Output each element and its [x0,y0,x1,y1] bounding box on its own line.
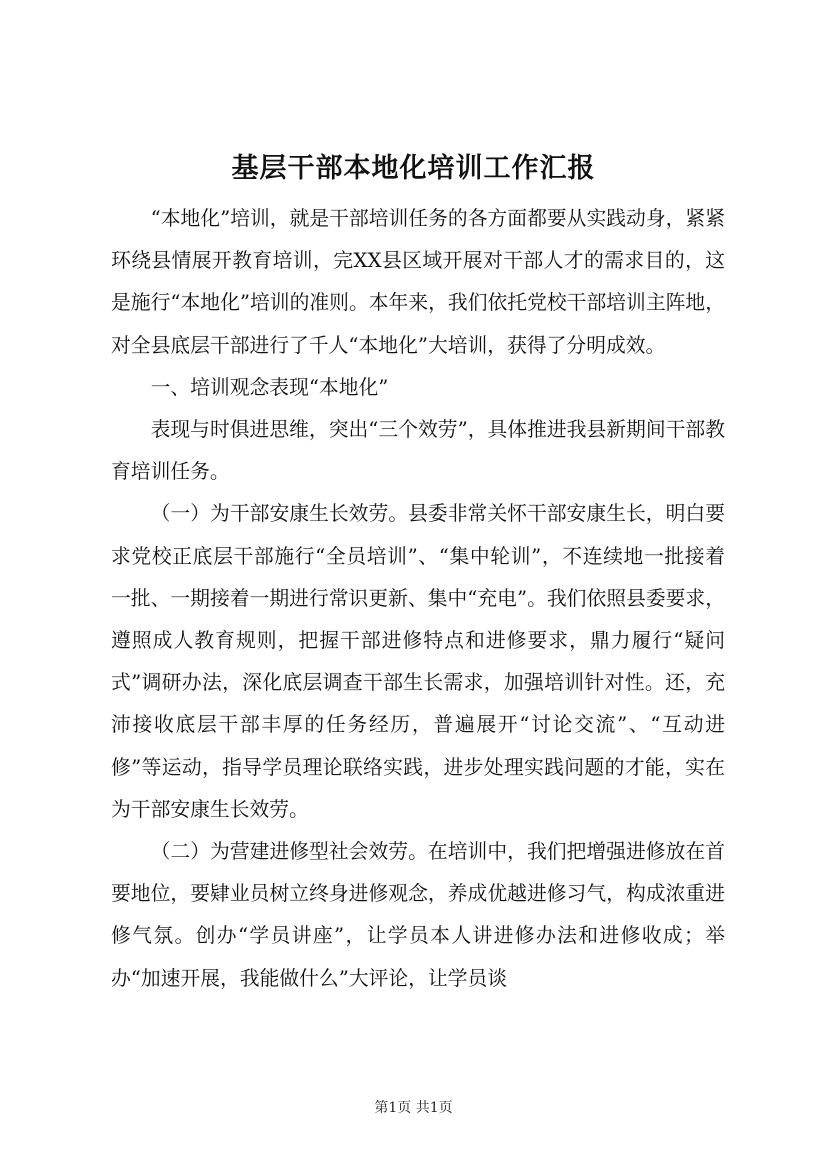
paragraph-item-1: （一）为干部安康生长效劳。县委非常关怀干部安康生长，明白要求党校正底层干部施行“全员培训”、“集中轮训”，不连续地一批接着一批、一期接着一期进行常识更新、集中“充电”。我们依照县委要求，遵照成人教育规则，把握干部进修特点和进修要求，鼎力履行“疑问式”调研办法，深化底层调查干部生长需求，加强培训针对性。还，充沛接收底层干部丰厚的任务经历，普遍展开“讨论交流”、“互动进修”等运动，指导学员理论联络实践，进步处理实践问题的才能，实在为干部安康生长效劳。 [111,502,725,821]
paragraph-item-2: （二）为营建进修型社会效劳。在培训中，我们把增强进修放在首要地位，要肄业员树立终身进修观念，养成优越进修习气，构成浓重进修气氛。创办“学员讲座”，让学员本人讲进修办法和进修收成；举办“加速开展，我能做什么”大评论，让学员谈 [111,840,725,990]
page-footer: 第1页 共1页 [374,1100,453,1116]
paragraph-section-1-summary: 表现与时俱进思维，突出“三个效劳”，具体推进我县新期间干部教育培训任务。 [111,418,725,484]
document-title: 基层干部本地化培训工作汇报 [231,153,596,184]
paragraph-intro: “本地化”培训，就是干部培训任务的各方面都要从实践动身，紧紧环绕县情展开教育培训，完XX县区域开展对干部人才的需求目的，这是施行“本地化”培训的准则。本年来，我们依托党校干部培训主阵地，对全县底层干部进行了千人“本地化”大培训，获得了分明成效。 [111,207,725,357]
document-body [111,198,725,1000]
section-heading-1: 一、培训观念表现“本地化” [150,375,389,399]
